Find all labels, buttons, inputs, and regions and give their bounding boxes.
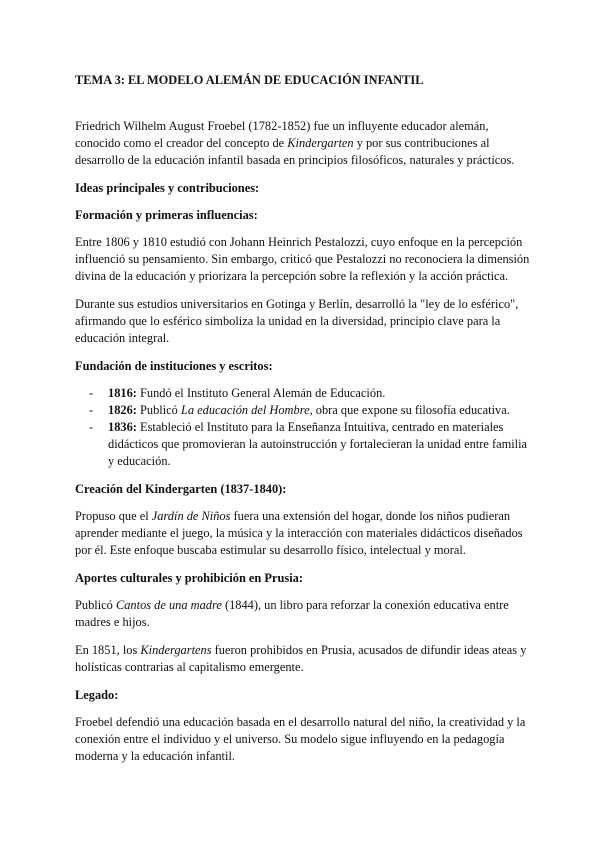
heading-legado: Legado:	[75, 688, 119, 702]
event-year: 1826:	[108, 403, 137, 417]
event-year: 1816:	[108, 386, 137, 400]
document-page	[75, 72, 530, 776]
heading-ideas: Ideas principales y contribuciones:	[75, 181, 260, 195]
aportes2-text-before: En 1851, los	[75, 643, 141, 657]
heading-fundacion: Fundación de instituciones y escritos:	[75, 359, 273, 373]
intro-text-before: Friedrich Wilhelm August Froebel (1782-1852) fue un influyente educador alemán, conocido como el creador del concepto de	[75, 119, 489, 150]
creacion-text-before: Propuso que el	[75, 509, 152, 523]
aportes1-text-before: Publicó	[75, 598, 116, 612]
aportes1-text-after: (1844), un libro para reforzar la conexión educativa entre madres e hijos.	[75, 598, 509, 629]
creacion-emphasis: Jardín de Niños	[151, 509, 231, 523]
event-year: 1836:	[108, 420, 137, 434]
paragraph-formacion-2: Durante sus estudios universitarios en Gotinga y Berlín, desarrolló la "ley de lo esférico", afirmando que lo esférico simboliza la unidad en la diversidad, principio clave para la educación integral.	[75, 297, 519, 345]
list-item	[75, 385, 530, 402]
heading-formacion: Formación y primeras influencias:	[75, 208, 258, 222]
paragraph-legado: Froebel defendió una educación basada en el desarrollo natural del niño, la creatividad y la conexión entre el individuo y el universo. Su modelo sigue influyendo en la pedagogía moderna y la educación infantil.	[75, 715, 526, 763]
list-item	[75, 419, 530, 470]
event-text: Publicó	[136, 403, 181, 417]
paragraph-aportes-2	[75, 642, 530, 676]
event-emphasis: La educación del Hombre	[180, 403, 310, 417]
intro-paragraph	[75, 118, 530, 169]
page-title: TEMA 3: EL MODELO ALEMÁN DE EDUCACIÓN INFANTIL	[75, 73, 424, 87]
events-list	[75, 385, 530, 470]
list-item	[75, 402, 530, 419]
heading-creacion: Creación del Kindergarten (1837-1840):	[75, 482, 287, 496]
list-dash: -	[89, 386, 94, 400]
event-text: Estableció el Instituto para la Enseñanza Intuitiva, centrado en materiales didácticos que promovieran la autoinstrucción y fortalecieran la unidad entre familia y educación.	[108, 420, 528, 468]
event-text: Fundó el Instituto General Alemán de Educación.	[136, 386, 386, 400]
aportes1-emphasis: Cantos de una madre	[115, 598, 222, 612]
creacion-text-after: fuera una extensión del hogar, donde los niños pudieran aprender mediante el juego, la música y la interacción con materiales didácticos diseñados por él. Este enfoque buscaba estimular su desarrollo físico, intelectual y moral.	[75, 509, 523, 557]
event-text-after: , obra que expone su filosofía educativa.	[309, 403, 510, 417]
paragraph-creacion	[75, 508, 530, 559]
heading-aportes: Aportes culturales y prohibición en Prusia:	[75, 571, 303, 585]
paragraph-aportes-1	[75, 597, 530, 631]
intro-text-after: y por sus contribuciones al desarrollo de la educación infantil basada en principios filosóficos, naturales y prácticos.	[75, 136, 515, 167]
intro-emphasis: Kindergarten	[287, 136, 354, 150]
paragraph-formacion-1: Entre 1806 y 1810 estudió con Johann Heinrich Pestalozzi, cuyo enfoque en la percepción influenció su pensamiento. Sin embargo, criticó que Pestalozzi no reconociera la dimensión divina de la educación y priorizara la percepción sobre la reflexión y la acción práctica.	[75, 235, 530, 283]
aportes2-text-after: fueron prohibidos en Prusia, acusados de difundir ideas ateas y holísticas contrarias al capitalismo emergente.	[75, 643, 527, 674]
aportes2-emphasis: Kindergartens	[140, 643, 212, 657]
list-dash: -	[89, 420, 94, 434]
list-dash: -	[89, 403, 94, 417]
